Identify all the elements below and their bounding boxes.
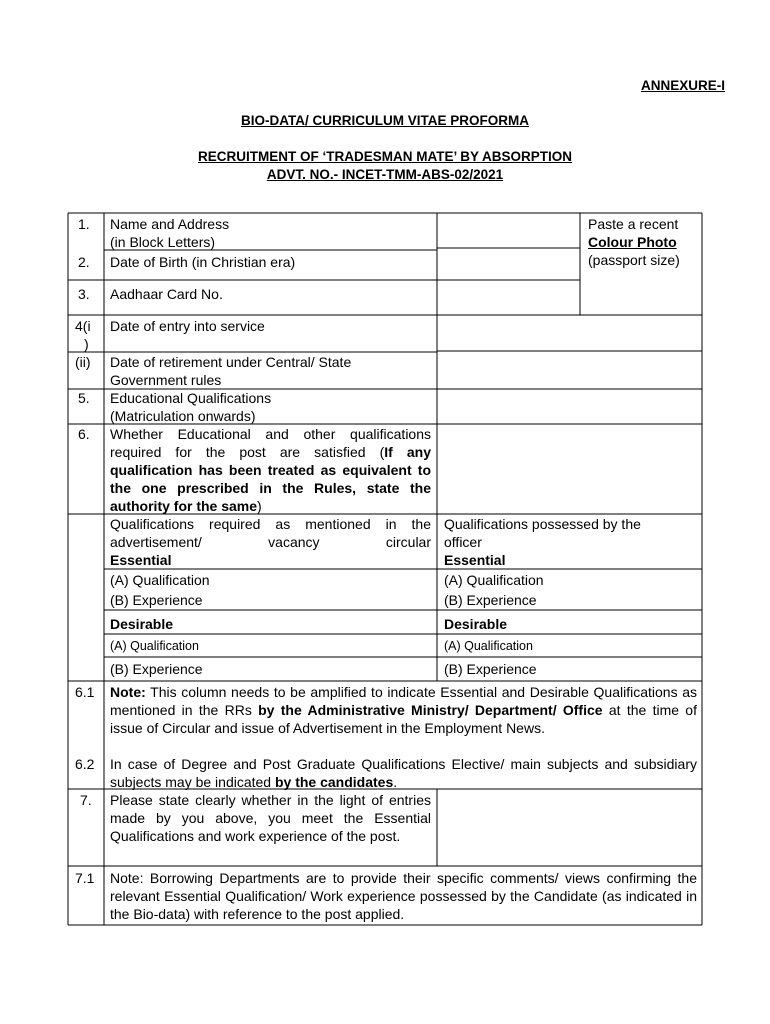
qualification-check-close: ) (257, 498, 262, 514)
field-label-retirement: Date of retirement under Central/ State (110, 354, 352, 370)
desirable-qualification-officer-label: (A) Qualification (444, 639, 533, 653)
eligibility-input[interactable] (438, 790, 701, 865)
note-label: Note: (110, 684, 146, 700)
photo-instruction-2: Colour Photo (588, 234, 677, 250)
qual-possessed-heading-2: officer (444, 534, 482, 550)
desirable-heading-officer: Desirable (444, 616, 508, 632)
row-number: 7. (80, 792, 92, 808)
essential-experience-officer-label: (B) Experience (444, 592, 537, 608)
dob-input[interactable] (438, 249, 579, 279)
qual-possessed-heading: Qualifications possessed by the (444, 516, 641, 532)
row-number: 6.1 (75, 684, 95, 700)
name-address-input[interactable] (438, 214, 579, 247)
row-number: 6. (78, 426, 90, 442)
desirable-qualification-label: (A) Qualification (110, 639, 199, 653)
field-label-entry-date: Date of entry into service (110, 318, 265, 334)
note-6-2 (110, 755, 697, 791)
essential-qualification-officer-label: (A) Qualification (444, 572, 544, 588)
note-6-1 (110, 683, 697, 737)
field-label-education-2: (Matriculation onwards) (110, 408, 256, 424)
field-label-retirement-2: Government rules (110, 372, 222, 388)
desirable-heading: Desirable (110, 616, 174, 632)
note-6-2-text: In case of Degree and Post Graduate Qualifications Elective/ main subjects and subsidiary subjects may be indicated (110, 756, 697, 790)
retirement-input[interactable] (438, 352, 701, 388)
desirable-experience-label: (B) Experience (110, 661, 203, 677)
field-label-name-address-hint: (in Block Letters) (110, 234, 216, 250)
page-title: BIO-DATA/ CURRICULUM VITAE PROFORMA (241, 113, 529, 128)
essential-heading: Essential (110, 552, 172, 568)
qualification-check-text: Whether Educational and other qualifications required for the post are satisfied ( (110, 426, 431, 460)
annexure-label: ANNEXURE-I (640, 78, 725, 93)
row-number: 5. (78, 390, 90, 406)
entry-date-input[interactable] (438, 316, 701, 350)
row-number: (ii) (75, 354, 91, 370)
note-6-2-bold: by the candidates (274, 774, 394, 790)
photo-instruction-1: Paste a recent (588, 216, 679, 232)
qualification-check-bold: If any qualification has been treated as equivalent to the one prescribed in the Rules, state the authority for the same (110, 444, 431, 514)
aadhaar-input[interactable] (438, 281, 579, 314)
field-label-education: Educational Qualifications (110, 390, 272, 406)
recruitment-title: RECRUITMENT OF ‘TRADESMAN MATE’ BY ABSORPTION (197, 149, 572, 164)
row-number-suffix: ) (84, 336, 89, 352)
note-7-1: Note: Borrowing Departments are to provide their specific comments/ views confirming the relevant Essential Qualification/ Work experience possessed by the Candidate (as indicated in the Bio-data) with reference to the post applied. (110, 870, 697, 922)
row-number: 6.2 (75, 756, 95, 772)
essential-experience-label: (B) Experience (110, 592, 203, 608)
row-number: 7.1 (75, 870, 95, 886)
qualification-check-input[interactable] (438, 425, 701, 513)
essential-qualification-label: (A) Qualification (110, 572, 210, 588)
education-input[interactable] (438, 390, 701, 423)
note-6-1-text-end: at the time of issue of Circular and issue of Advertisement in the Employment News. (110, 702, 697, 736)
row-number: 3. (78, 286, 90, 302)
note-6-2-end: . (393, 774, 398, 790)
photo-instruction-3: (passport size) (588, 252, 680, 268)
row-number: 2. (78, 254, 90, 270)
row-number: 1. (78, 216, 90, 232)
advt-number: ADVT. NO.- INCET-TMM-ABS-02/2021 (266, 167, 504, 182)
qual-required-heading: Qualifications required as mentioned in the advertisement/ vacancy circular (110, 516, 431, 550)
note-6-1-text: This column needs to be amplified to indicate Essential and Desirable Qualifications as mentioned in the RRs (110, 684, 697, 718)
field-label-qualification-check (110, 425, 431, 515)
field-label-name-address: Name and Address (110, 216, 230, 232)
field-label-eligibility: Please state clearly whether in the light of entries made by you above, you meet the Essential Qualifications and work experience of the post. (110, 792, 431, 844)
field-label-aadhaar: Aadhaar Card No. (110, 286, 223, 302)
desirable-experience-officer-label: (B) Experience (444, 661, 537, 677)
essential-heading-officer: Essential (444, 552, 506, 568)
note-6-1-bold: by the Administrative Ministry/ Department/ Office (258, 702, 603, 718)
row-number: 4(i (75, 318, 91, 334)
field-label-dob: Date of Birth (in Christian era) (110, 254, 296, 270)
